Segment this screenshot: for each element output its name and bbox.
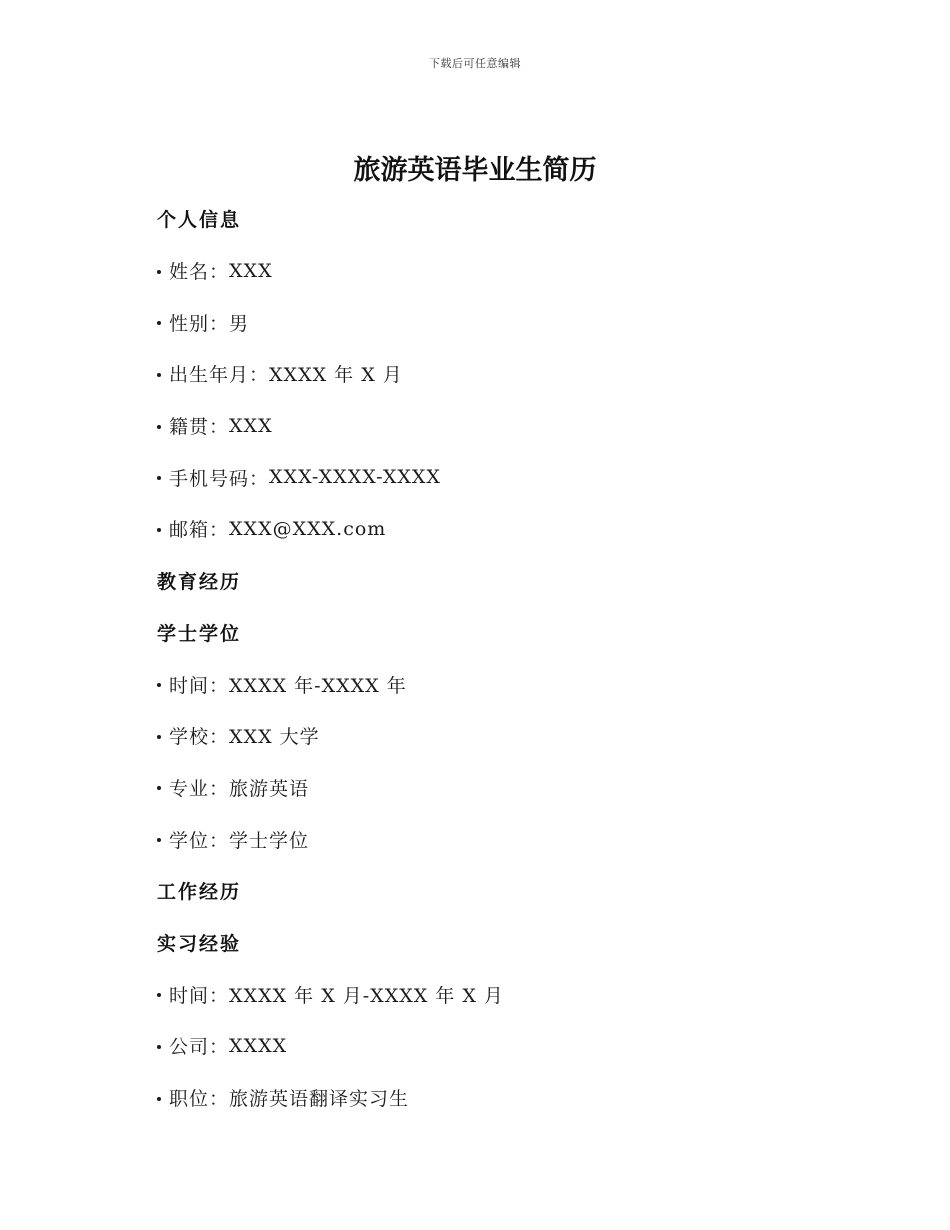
- info-item-gender: [157, 296, 797, 348]
- item-label: 邮箱：: [169, 519, 230, 542]
- item-label: 籍贯：: [169, 416, 230, 439]
- item-value: 男: [229, 312, 250, 335]
- work-item-period: [157, 968, 797, 1020]
- bullet-icon: [157, 1097, 161, 1101]
- bullet-icon: [157, 735, 161, 739]
- info-item-name: [157, 245, 797, 297]
- bullet-icon: [157, 476, 161, 480]
- item-value: XXX: [229, 259, 273, 282]
- resume-body: [157, 193, 797, 1123]
- bullet-icon: [157, 786, 161, 790]
- section-heading-education: 教育经历: [157, 571, 242, 594]
- item-label: 职位：: [169, 1088, 230, 1111]
- item-label: 时间：: [169, 984, 230, 1007]
- item-value: XXXX 年-XXXX 年: [229, 674, 407, 697]
- item-value: 旅游英语: [229, 777, 310, 800]
- item-value: 旅游英语翻译实习生: [229, 1088, 410, 1111]
- edu-item-major: [157, 762, 797, 814]
- work-item-company: [157, 1020, 797, 1072]
- item-label: 时间：: [169, 674, 230, 697]
- info-item-email: [157, 503, 797, 555]
- bullet-icon: [157, 838, 161, 842]
- item-value: XXXX 年 X 月-XXXX 年 X 月: [229, 984, 504, 1007]
- page-header-note: 下载后可任意编辑: [429, 57, 521, 70]
- item-label: 公司：: [169, 1036, 230, 1059]
- item-value: XXXX: [229, 1034, 288, 1057]
- info-item-phone: [157, 451, 797, 503]
- bullet-icon: [157, 1045, 161, 1049]
- bullet-icon: [157, 528, 161, 532]
- info-item-birth: [157, 348, 797, 400]
- item-value: XXX 大学: [229, 726, 320, 749]
- edu-item-school: [157, 710, 797, 762]
- item-value: XXX@XXX.com: [229, 517, 387, 540]
- item-label: 学位：: [169, 829, 230, 852]
- bullet-icon: [157, 683, 161, 687]
- item-label: 专业：: [169, 777, 230, 800]
- edu-item-degree: [157, 813, 797, 865]
- subheading-internship: 实习经验: [157, 932, 242, 955]
- work-item-position: [157, 1072, 797, 1124]
- section-heading-personal: 个人信息: [157, 209, 242, 232]
- edu-item-period: [157, 658, 797, 710]
- item-label: 性别：: [169, 312, 230, 335]
- item-label: 学校：: [169, 726, 230, 749]
- item-value: 学士学位: [229, 829, 310, 852]
- document-title: 旅游英语毕业生简历: [353, 155, 597, 186]
- item-value: XXXX 年 X 月: [269, 364, 403, 387]
- item-value: XXX: [229, 414, 273, 437]
- bullet-icon: [157, 373, 161, 377]
- item-label: 姓名：: [169, 261, 230, 284]
- bullet-icon: [157, 425, 161, 429]
- info-item-hometown: [157, 400, 797, 452]
- subheading-degree: 学士学位: [157, 622, 242, 645]
- item-label: 出生年月：: [169, 364, 270, 387]
- item-value: XXX-XXXX-XXXX: [269, 466, 441, 489]
- bullet-icon: [157, 993, 161, 997]
- item-label: 手机号码：: [169, 467, 270, 490]
- bullet-icon: [157, 270, 161, 274]
- section-heading-work: 工作经历: [157, 881, 242, 904]
- bullet-icon: [157, 321, 161, 325]
